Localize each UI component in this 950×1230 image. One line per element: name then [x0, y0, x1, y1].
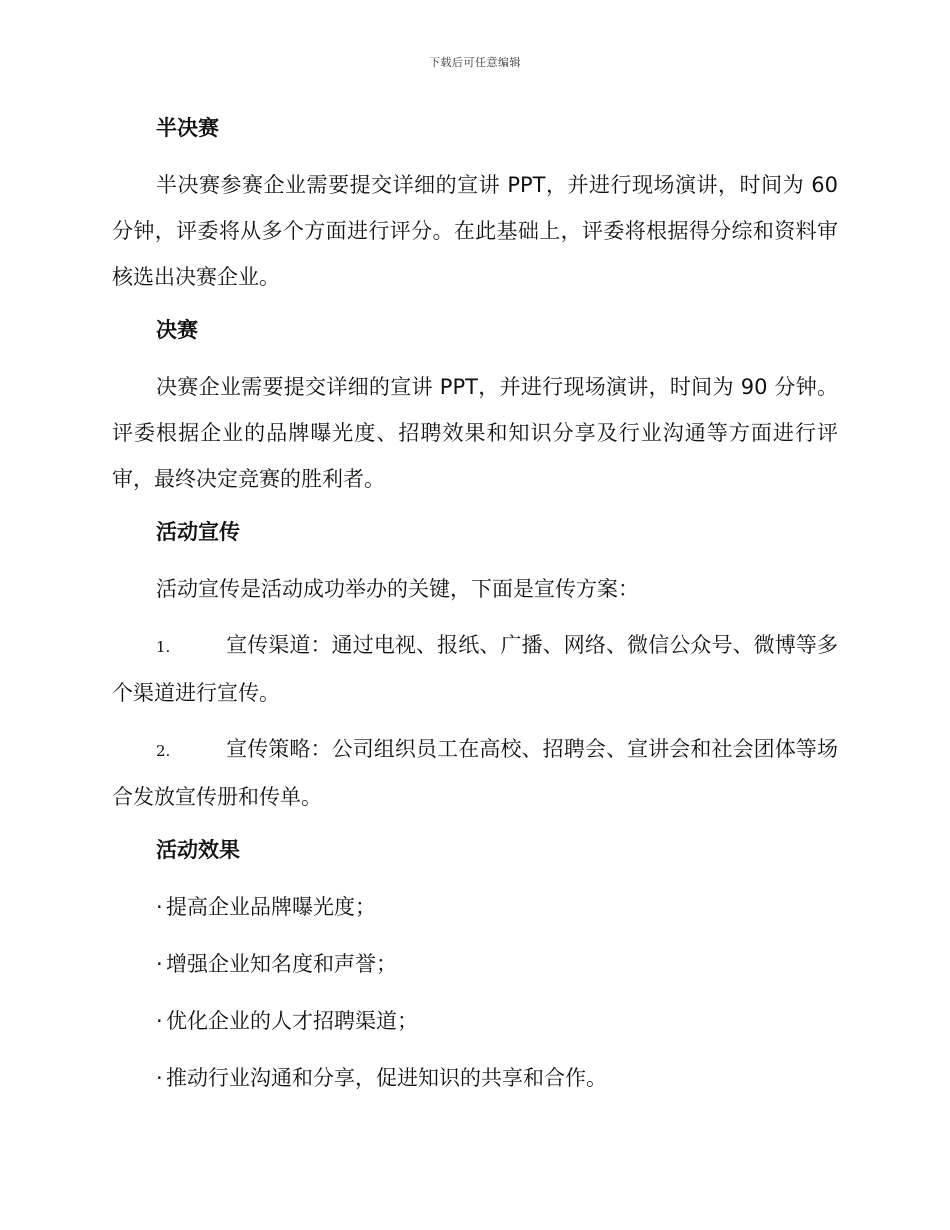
- list-number: 1.: [156, 638, 171, 656]
- bullet-list-item: [112, 884, 838, 930]
- bullet-icon: ·: [156, 1066, 163, 1090]
- page-header: 下载后可任意编辑: [429, 56, 521, 69]
- list-item-text: 宣传渠道：通过电视、报纸、广播、网络、微信公众号、微博等多个渠道进行宣传。: [112, 633, 838, 705]
- list-number: 2.: [156, 742, 171, 760]
- section-heading-final: 决赛: [156, 318, 198, 342]
- paragraph-final: 决赛企业需要提交详细的宣讲 PPT，并进行现场演讲，时间为 90 分钟。评委根据企业的品牌曝光度、招聘效果和知识分享及行业沟通等方面进行评审，最终决定竞赛的胜利者。: [112, 375, 838, 491]
- section-heading-effects: 活动效果: [156, 838, 240, 862]
- bullet-list-item: [112, 1055, 838, 1101]
- list-item-text: 宣传策略：公司组织员工在高校、招聘会、宣讲会和社会团体等场合发放宣传册和传单。: [112, 737, 838, 809]
- numbered-list-item: [112, 622, 838, 716]
- document-body: [112, 108, 838, 1112]
- bullet-text: 优化企业的人才招聘渠道；: [166, 1009, 418, 1033]
- bullet-icon: ·: [156, 895, 163, 919]
- bullet-text: 推动行业沟通和分享，促进知识的共享和合作。: [166, 1066, 607, 1090]
- numbered-list-item: [112, 726, 838, 820]
- section-heading-promotion: 活动宣传: [156, 520, 240, 544]
- bullet-text: 增强企业知名度和声誉；: [166, 952, 397, 976]
- section-heading-semifinal: 半决赛: [156, 116, 219, 140]
- bullet-list-item: [112, 941, 838, 987]
- bullet-icon: ·: [156, 952, 163, 976]
- bullet-icon: ·: [156, 1009, 163, 1033]
- paragraph-promotion-intro: 活动宣传是活动成功举办的关键，下面是宣传方案：: [156, 577, 639, 601]
- bullet-text: 提高企业品牌曝光度；: [166, 895, 376, 919]
- bullet-list-item: [112, 998, 838, 1044]
- paragraph-semifinal: 半决赛参赛企业需要提交详细的宣讲 PPT，并进行现场演讲，时间为 60 分钟，评委将从多个方面进行评分。在此基础上，评委将根据得分综和资料审核选出决赛企业。: [112, 173, 838, 289]
